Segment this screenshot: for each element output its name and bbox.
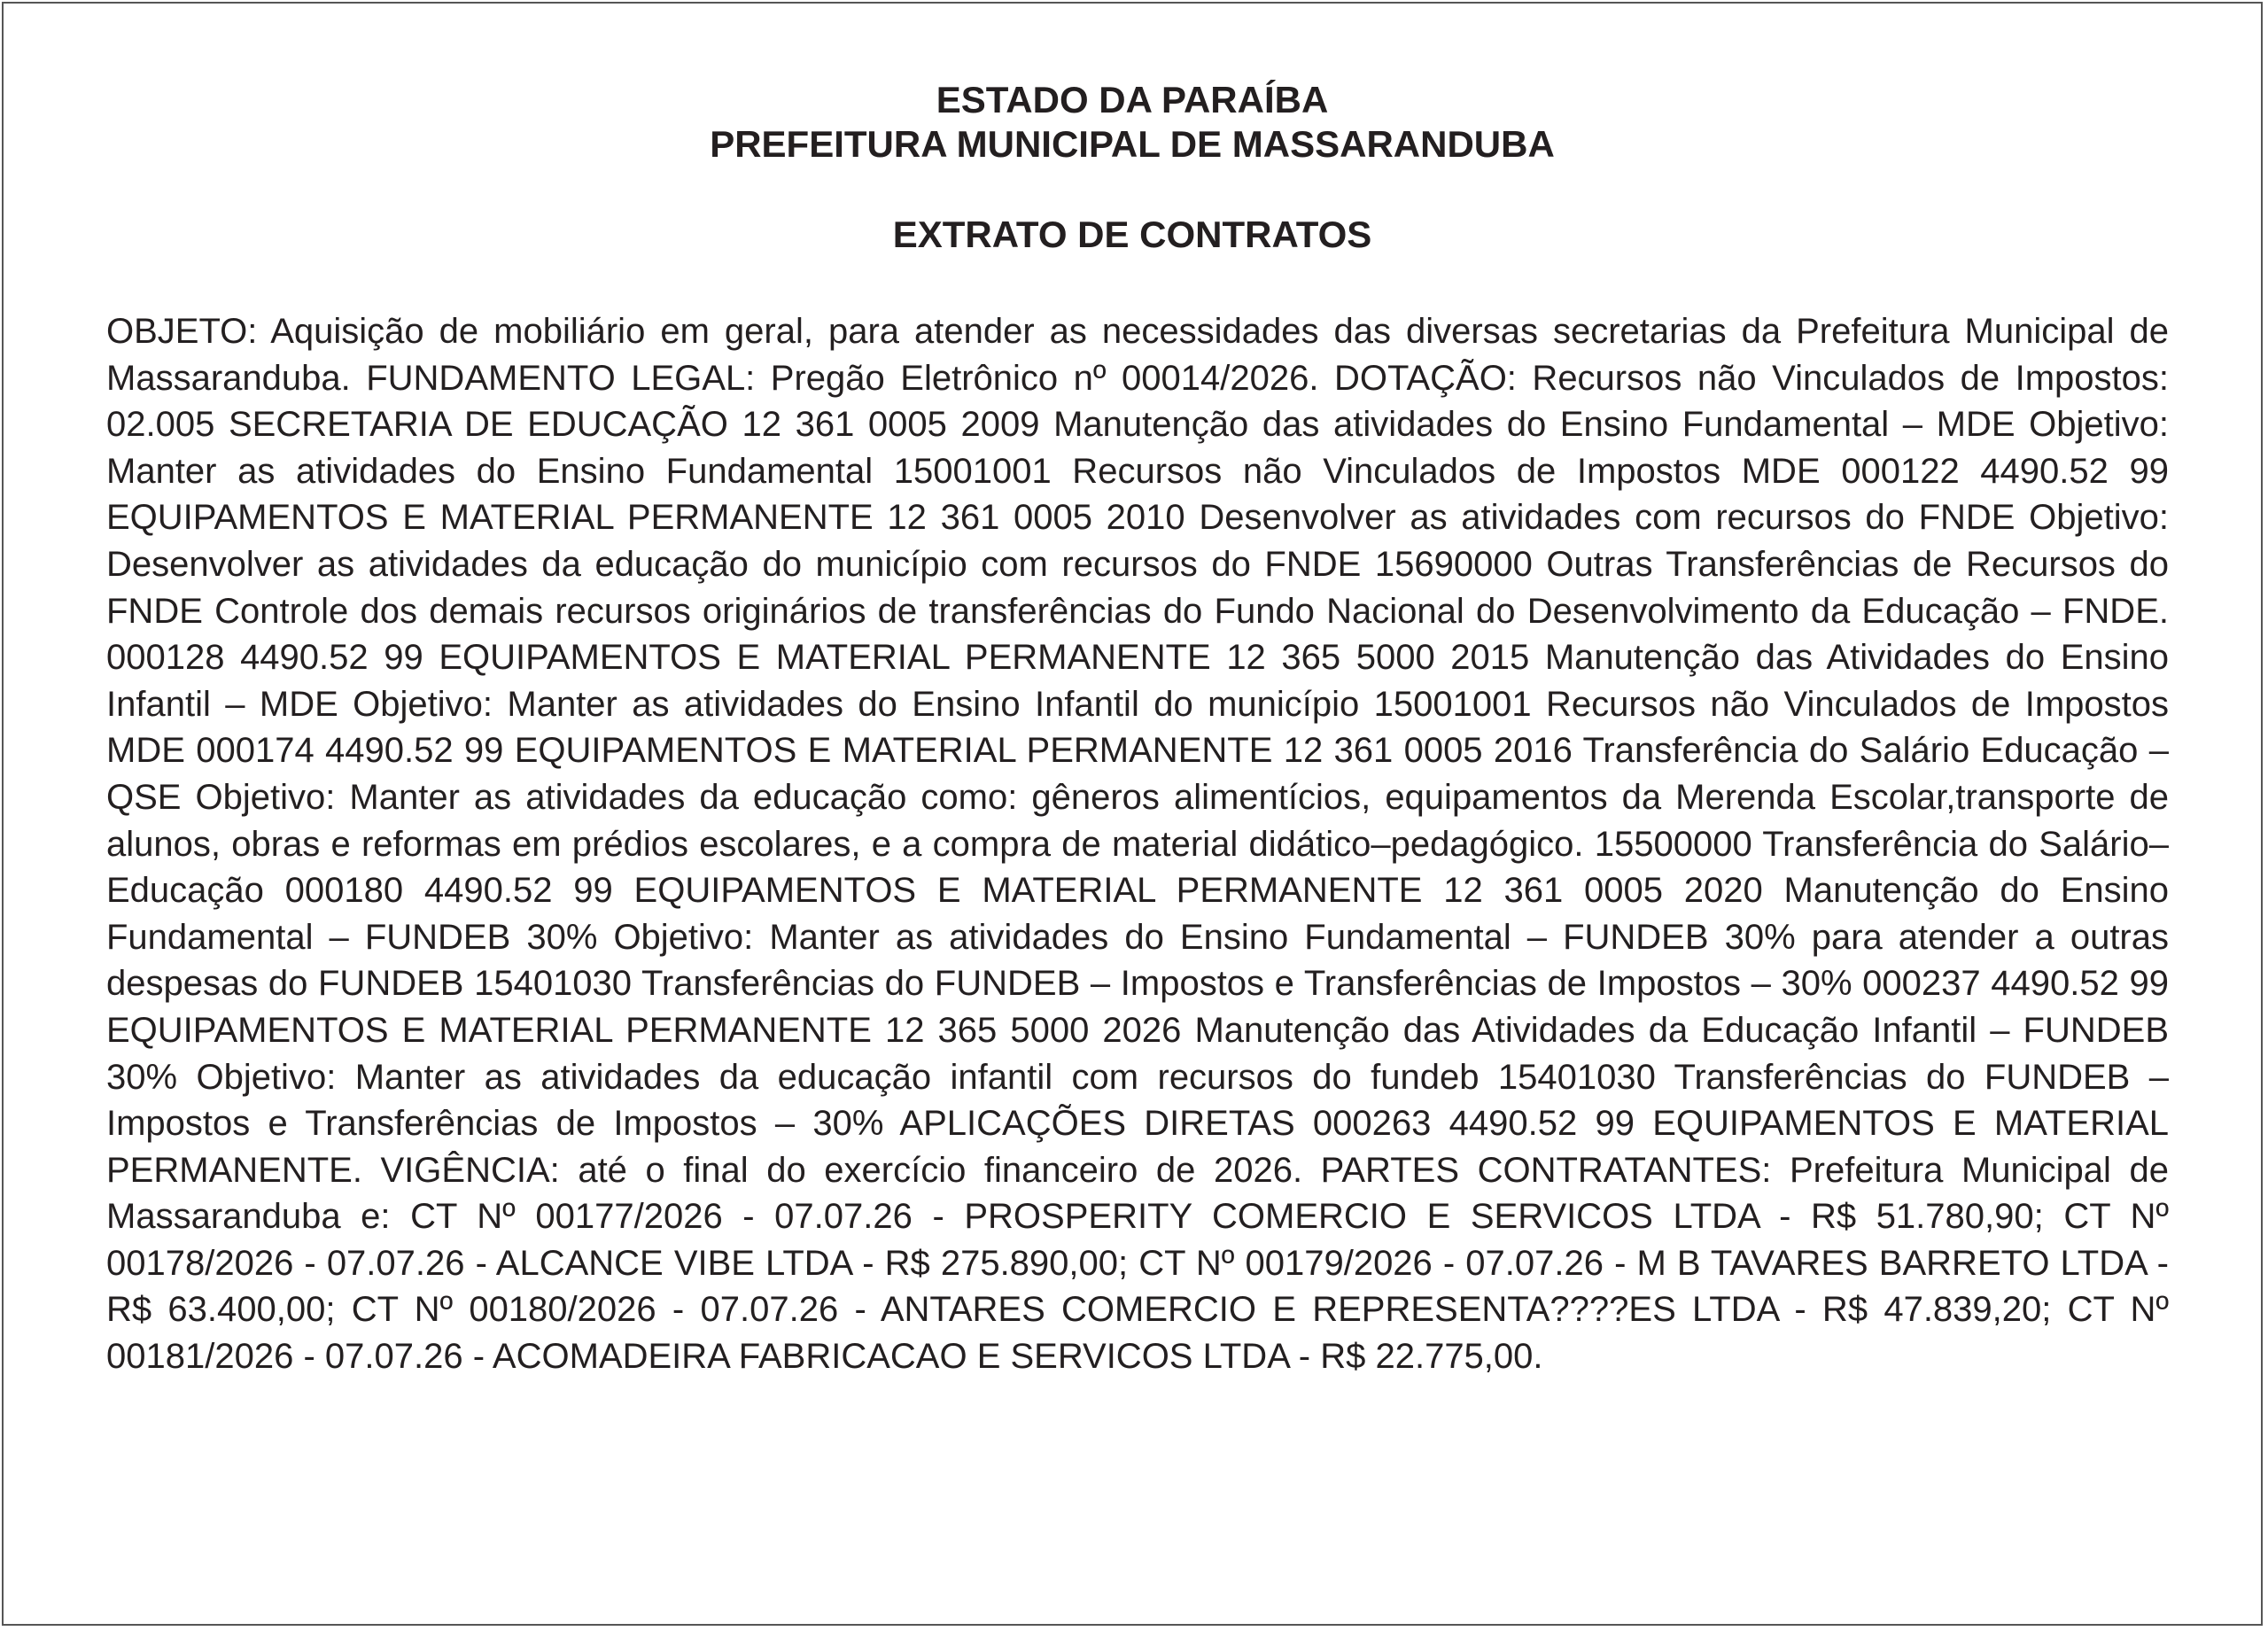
document-title: EXTRATO DE CONTRATOS: [892, 214, 1372, 255]
document-frame: [2, 2, 2263, 1626]
municipality-heading: PREFEITURA MUNICIPAL DE MASSARANDUBA: [710, 123, 1555, 165]
document-header: [4, 78, 2261, 257]
state-heading: ESTADO DA PARAÍBA: [936, 79, 1329, 120]
contract-extract-body: OBJETO: Aquisição de mobiliário em geral, para atender as necessidades das diversas secretarias da Prefeitura Municipal de Massaranduba. FUNDAMENTO LEGAL: Pregão Eletrônico nº 00014/2026. DOTAÇÃO: Recursos não Vinculados de Impostos: 02.005 SECRETARIA DE EDUCAÇÃO 12 361 0005 2009 Manutenção das atividades do Ensino Fundamental – MDE Objetivo: Manter as atividades do Ensino Fundamental 15001001 Recursos não Vinculados de Impostos MDE 000122 4490.52 99 EQUIPAMENTOS E MATERIAL PERMANENTE 12 361 0005 2010 Desenvolver as atividades com recursos do FNDE Objetivo: Desenvolver as atividades da educação do município com recursos do FNDE 15690000 Outras Transferências de Recursos do FNDE Controle dos demais recursos originários de transferências do Fundo Nacional do Desenvolvimento da Educação – FNDE. 000128 4490.52 99 EQUIPAMENTOS E MATERIAL PERMANENTE 12 365 5000 2015 Manutenção das Atividades do Ensino Infantil – MDE Objetivo: Manter as atividades do Ensino Infantil do município 15001001 Recursos não Vinculados de Impostos MDE 000174 4490.52 99 EQUIPAMENTOS E MATERIAL PERMANENTE 12 361 0005 2016 Transferência do Salário Educação – QSE Objetivo: Manter as atividades da educação como: gêneros alimentícios, equipamentos da Merenda Escolar,transporte de alunos, obras e reformas em prédios escolares, e a compra de material didático–pedagógico. 15500000 Transferência do Salário– Educação 000180 4490.52 99 EQUIPAMENTOS E MATERIAL PERMANENTE 12 361 0005 2020 Manutenção do Ensino Fundamental – FUNDEB 30% Objetivo: Manter as atividades do Ensino Fundamental – FUNDEB 30% para atender a outras despesas do FUNDEB 15401030 Transferências do FUNDEB – Impostos e Transferências de Impostos – 30% 000237 4490.52 99 EQUIPAMENTOS E MATERIAL PERMANENTE 12 365 5000 2026 Manutenção das Atividades da Educação Infantil – FUNDEB 30% Objetivo: Manter as atividades da educação infantil com recursos do fundeb 15401030 Transferências do FUNDEB – Impostos e Transferências de Impostos – 30% APLICAÇÕES DIRETAS 000263 4490.52 99 EQUIPAMENTOS E MATERIAL PERMANENTE. VIGÊNCIA: até o final do exercício financeiro de 2026. PARTES CONTRATANTES: Prefeitura Municipal de Massaranduba e: CT Nº 00177/2026 - 07.07.26 - PROSPERITY COMERCIO E SERVICOS LTDA - R$ 51.780,90; CT Nº 00178/2026 - 07.07.26 - ALCANCE VIBE LTDA - R$ 275.890,00; CT Nº 00179/2026 - 07.07.26 - M B TAVARES BARRETO LTDA - R$ 63.400,00; CT Nº 00180/2026 - 07.07.26 - ANTARES COMERCIO E REPRESENTA????ES LTDA - R$ 47.839,20; CT Nº 00181/2026 - 07.07.26 - ACOMADEIRA FABRICACAO E SERVICOS LTDA - R$ 22.775,00.: [106, 312, 2169, 1377]
